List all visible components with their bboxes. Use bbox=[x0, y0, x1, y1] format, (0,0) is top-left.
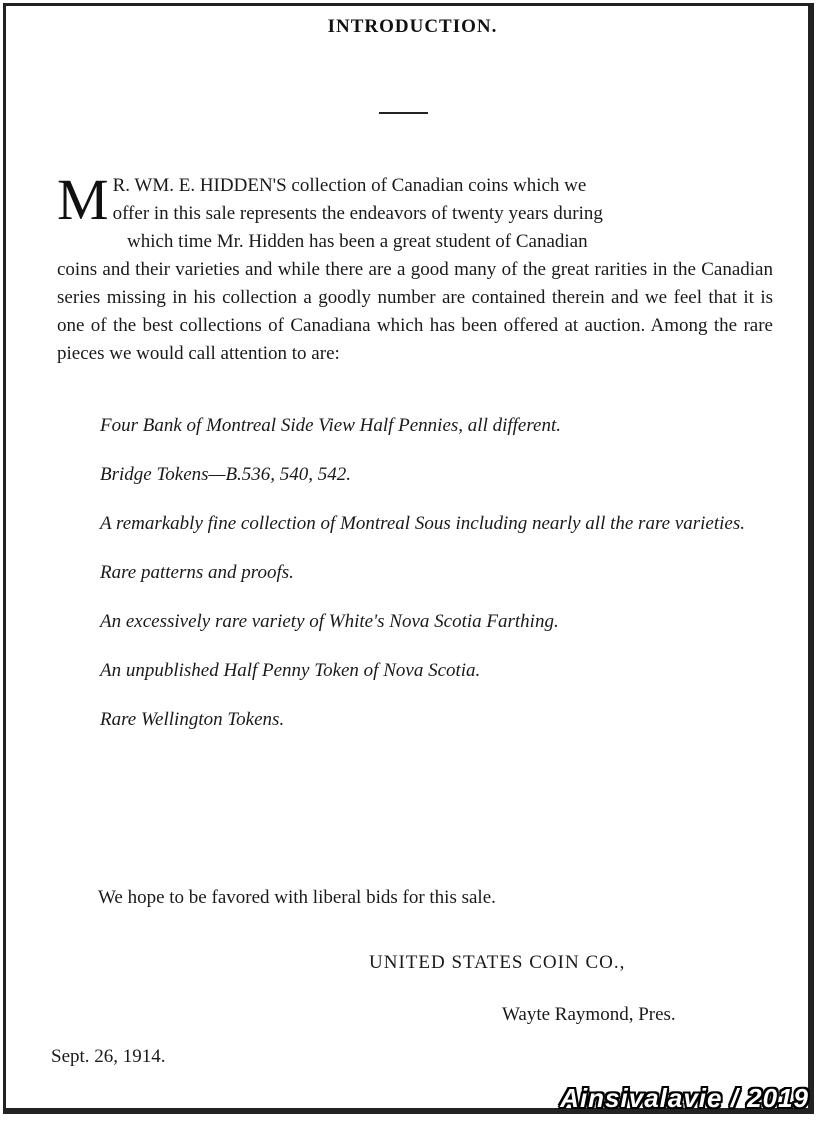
list-item: Rare Wellington Tokens. bbox=[100, 709, 285, 730]
list-item: A remarkably fine collection of Montreal Sous including nearly all the rare varieties. bbox=[100, 513, 745, 534]
signer-name: Wayte Raymond, Pres. bbox=[502, 1004, 676, 1025]
page-title: INTRODUCTION. bbox=[327, 16, 498, 37]
intro-line-2: offer in this sale represents the endeavors of twenty years during bbox=[112, 203, 603, 224]
title-divider bbox=[379, 112, 428, 114]
intro-paragraph bbox=[57, 167, 773, 368]
rare-pieces-list bbox=[57, 412, 773, 755]
watermark: Ainsivalavie / 2019 bbox=[560, 1083, 809, 1113]
closing-line: We hope to be favored with liberal bids for this sale. bbox=[98, 887, 496, 908]
drop-cap: M bbox=[57, 167, 109, 232]
intro-rest: coins and their varieties and while there are a good many of the great rarities in the Canadian series missing in his collection a goodly number are contained therein and we feel that it is one of the best collections of Canadiana which has been offered at auction. Among the rare pieces we would call attention to are: bbox=[57, 259, 773, 364]
intro-line-1: R. WM. E. HIDDEN'S collection of Canadian coins which we bbox=[112, 175, 587, 196]
document-date: Sept. 26, 1914. bbox=[51, 1046, 166, 1067]
list-item: An unpublished Half Penny Token of Nova Scotia. bbox=[100, 660, 481, 681]
list-item: An excessively rare variety of White's Nova Scotia Farthing. bbox=[100, 611, 559, 632]
company-name: UNITED STATES COIN CO., bbox=[369, 952, 626, 973]
list-item: Bridge Tokens—B.536, 540, 542. bbox=[100, 464, 352, 485]
list-item: Four Bank of Montreal Side View Half Pennies, all different. bbox=[100, 415, 562, 436]
list-item: Rare patterns and proofs. bbox=[100, 562, 294, 583]
intro-line-3: which time Mr. Hidden has been a great student of Canadian bbox=[127, 231, 588, 252]
